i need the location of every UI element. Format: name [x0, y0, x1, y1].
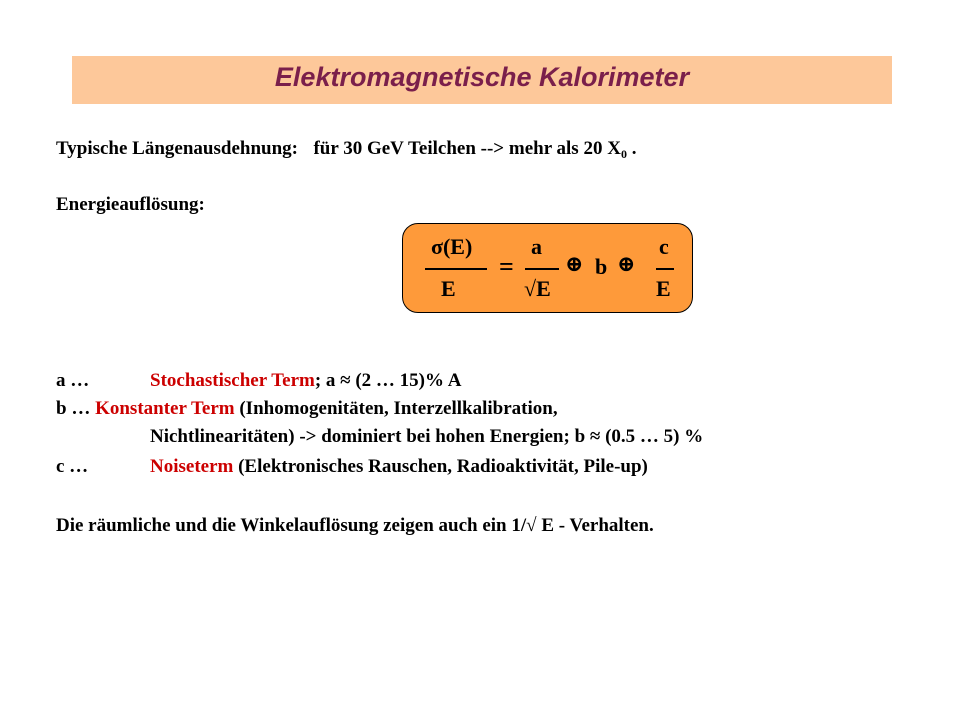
term-a	[56, 370, 461, 392]
sigma-numerator: σ(E)	[431, 234, 473, 259]
term-b	[56, 398, 558, 420]
term-a-name: Stochastischer Term	[150, 370, 315, 391]
equals-sign: =	[499, 252, 514, 281]
page-title: Elektromagnetische Kalorimeter	[274, 62, 690, 92]
sqrt-e-denominator: √E	[524, 276, 551, 301]
c-numerator: c	[659, 234, 669, 259]
e-denominator: E	[441, 276, 456, 301]
oplus-icon-2: ⊕	[617, 251, 636, 276]
length-line	[56, 138, 636, 162]
term-b-line2: Nichtlinearitäten) -> dominiert bei hohen Energien; b ≈ (0.5 … 5) %	[150, 426, 704, 447]
spatial-resolution-line: Die räumliche und die Winkelauflösung zeigen auch ein 1/√ E - Verhalten.	[56, 515, 654, 536]
term-b-prefix: b …	[56, 398, 96, 419]
term-c-prefix: c …	[56, 456, 89, 477]
title-bar	[72, 56, 892, 104]
length-end: .	[631, 138, 637, 159]
term-b-rest: (Inhomogenitäten, Interzellkalibration,	[234, 398, 558, 419]
length-text: für 30 GeV Teilchen --> mehr als 20 X	[313, 138, 621, 159]
length-label: Typische Längenausdehnung:	[56, 138, 298, 159]
a-numerator: a	[531, 234, 542, 259]
term-c-name: Noiseterm	[150, 456, 234, 477]
e-denominator-2: E	[656, 276, 671, 301]
fraction-line-3	[656, 268, 674, 270]
term-a-prefix: a …	[56, 370, 90, 391]
oplus-icon: ⊕	[565, 251, 584, 276]
length-subscript: 0	[620, 147, 627, 161]
b-term: b	[595, 254, 608, 279]
energy-label: Energieauflösung:	[56, 194, 205, 215]
term-c-rest: (Elektronisches Rauschen, Radioaktivität, Pile-up)	[233, 456, 648, 477]
formula-box	[402, 223, 693, 313]
fraction-line-2	[525, 268, 559, 270]
term-a-rest: ; a ≈ (2 … 15)% A	[314, 370, 462, 391]
fraction-line-1	[425, 268, 487, 270]
term-c	[56, 456, 648, 478]
term-b-name: Konstanter Term	[95, 398, 235, 419]
